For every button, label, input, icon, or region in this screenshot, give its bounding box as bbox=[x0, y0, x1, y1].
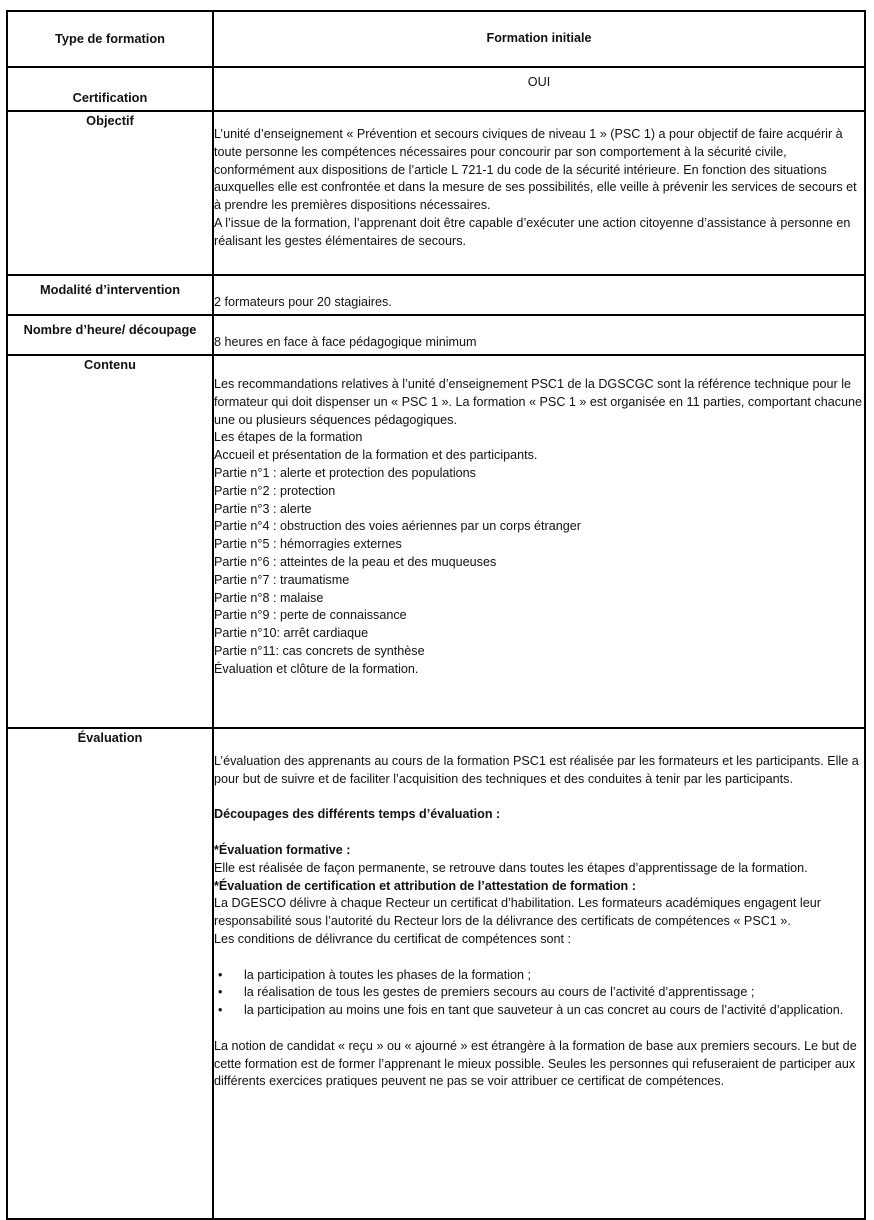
type-formation-label: Type de formation bbox=[7, 11, 213, 67]
formation-table bbox=[6, 10, 866, 1220]
contenu-label: Contenu bbox=[7, 355, 213, 728]
condition-text: la participation à toutes les phases de la formation ; bbox=[244, 967, 532, 982]
evaluation-value bbox=[213, 728, 865, 1219]
contenu-line: Partie n°3 : alerte bbox=[214, 501, 312, 516]
bullet-icon: • bbox=[218, 967, 223, 982]
objectif-paragraph: A l’issue de la formation, l’apprenant doit être capable d’exécuter une action citoyenne d’assistance à personne en réalisant les gestes élémentaires de secours. bbox=[214, 215, 851, 248]
contenu-line: Les étapes de la formation bbox=[214, 430, 363, 445]
condition-item bbox=[214, 1002, 864, 1020]
evaluation-heading: Découpages des différents temps d’évaluation : bbox=[214, 807, 501, 822]
condition-text: la participation au moins une fois en tant que sauveteur à un cas concret au cours de l’activité d’application. bbox=[244, 1003, 844, 1018]
contenu-line: Partie n°9 : perte de connaissance bbox=[214, 608, 407, 623]
contenu-line: Partie n°5 : hémorragies externes bbox=[214, 537, 402, 552]
contenu-line: Partie n°11: cas concrets de synthèse bbox=[214, 643, 425, 658]
certification-label: Certification bbox=[7, 67, 213, 111]
nombre-heures-label: Nombre d’heure/ découpage bbox=[7, 315, 213, 355]
contenu-line: Partie n°8 : malaise bbox=[214, 590, 324, 605]
contenu-line: Partie n°2 : protection bbox=[214, 483, 336, 498]
bullet-icon: • bbox=[218, 1003, 223, 1018]
nombre-heures-value: 8 heures en face à face pédagogique minimum bbox=[213, 315, 865, 355]
condition-text: la réalisation de tous les gestes de premiers secours au cours de l’activité d’apprentissage ; bbox=[244, 985, 755, 1000]
contenu-line: Accueil et présentation de la formation et des participants. bbox=[214, 448, 538, 463]
modalite-value: 2 formateurs pour 20 stagiaires. bbox=[213, 275, 865, 315]
row-type-formation bbox=[7, 11, 865, 67]
certification-value: OUI bbox=[213, 67, 865, 111]
spacer bbox=[214, 1020, 864, 1038]
objectif-value bbox=[213, 111, 865, 275]
spacer bbox=[214, 949, 864, 967]
evaluation-intro: L’évaluation des apprenants au cours de la formation PSC1 est réalisée par les formateurs et les participants. Elle a pour but de suivre et de faciliter l’acquisition des techniques et des conduites à tenir par les participants. bbox=[214, 754, 859, 786]
objectif-label: Objectif bbox=[7, 111, 213, 275]
condition-item bbox=[214, 967, 864, 985]
contenu-line: Partie n°6 : atteintes de la peau et des muqueuses bbox=[214, 554, 497, 569]
modalite-label: Modalité d’intervention bbox=[7, 275, 213, 315]
evaluation-label: Évaluation bbox=[7, 728, 213, 1219]
formative-text: Elle est réalisée de façon permanente, se retrouve dans toutes les étapes d’apprentissage de la formation. bbox=[214, 860, 808, 875]
bullet-icon: • bbox=[218, 985, 223, 1000]
row-evaluation bbox=[7, 728, 865, 1219]
certification-title: *Évaluation de certification et attribution de l’attestation de formation : bbox=[214, 878, 636, 893]
row-modalite bbox=[7, 275, 865, 315]
evaluation-conclusion: La notion de candidat « reçu » ou « ajourné » est étrangère à la formation de base aux premiers secours. Le but de cette formation est de former l’apprenant le mieux possible. Seules les personnes qui refuseraient de participer aux différents exercices pratiques peuvent ne pas se voir attribuer ce certificat de compétences. bbox=[214, 1038, 857, 1089]
contenu-line: Partie n°7 : traumatisme bbox=[214, 572, 350, 587]
row-objectif bbox=[7, 111, 865, 275]
spacer bbox=[214, 789, 864, 807]
contenu-intro: Les recommandations relatives à l’unité d’enseignement PSC1 de la DGSCGC sont la référence technique pour le formateur qui doit dispenser un « PSC 1 ». La formation « PSC 1 » est organisée en 11 parties, comportant chacune une ou plusieurs séquences pédagogiques. bbox=[214, 377, 863, 427]
condition-item bbox=[214, 984, 864, 1002]
formative-title: *Évaluation formative : bbox=[214, 842, 351, 857]
conditions-list bbox=[214, 967, 864, 1020]
contenu-value bbox=[213, 355, 865, 728]
contenu-line: Partie n°10: arrêt cardiaque bbox=[214, 626, 369, 641]
row-nombre-heures bbox=[7, 315, 865, 355]
type-formation-value: Formation initiale bbox=[213, 11, 865, 67]
certification-text: La DGESCO délivre à chaque Recteur un certificat d’habilitation. Les formateurs académiques engagent leur responsabilité sous l’autorité du Recteur lors de la délivrance des certificats de compétences « PSC1 ». bbox=[214, 896, 821, 929]
conditions-intro: Les conditions de délivrance du certificat de compétences sont : bbox=[214, 931, 572, 946]
row-contenu bbox=[7, 355, 865, 728]
spacer bbox=[214, 824, 864, 842]
contenu-line: Partie n°4 : obstruction des voies aériennes par un corps étranger bbox=[214, 519, 581, 534]
contenu-line: Évaluation et clôture de la formation. bbox=[214, 661, 419, 676]
contenu-line: Partie n°1 : alerte et protection des populations bbox=[214, 465, 476, 480]
row-certification bbox=[7, 67, 865, 111]
objectif-paragraph: L’unité d’enseignement « Prévention et secours civiques de niveau 1 » (PSC 1) a pour objectif de faire acquérir à toute personne les compétences nécessaires pour concourir par son comportement à la sécurité civile, conformément aux dispositions de l’article L 721-1 du code de la sécurité intérieure. En fonction des situations auxquelles elle est confrontée et dans la mesure de ses possibilités, elle veille à prévenir les services de secours et à prendre les premières dispositions nécessaires. bbox=[214, 127, 857, 213]
contenu-lines bbox=[214, 429, 864, 678]
